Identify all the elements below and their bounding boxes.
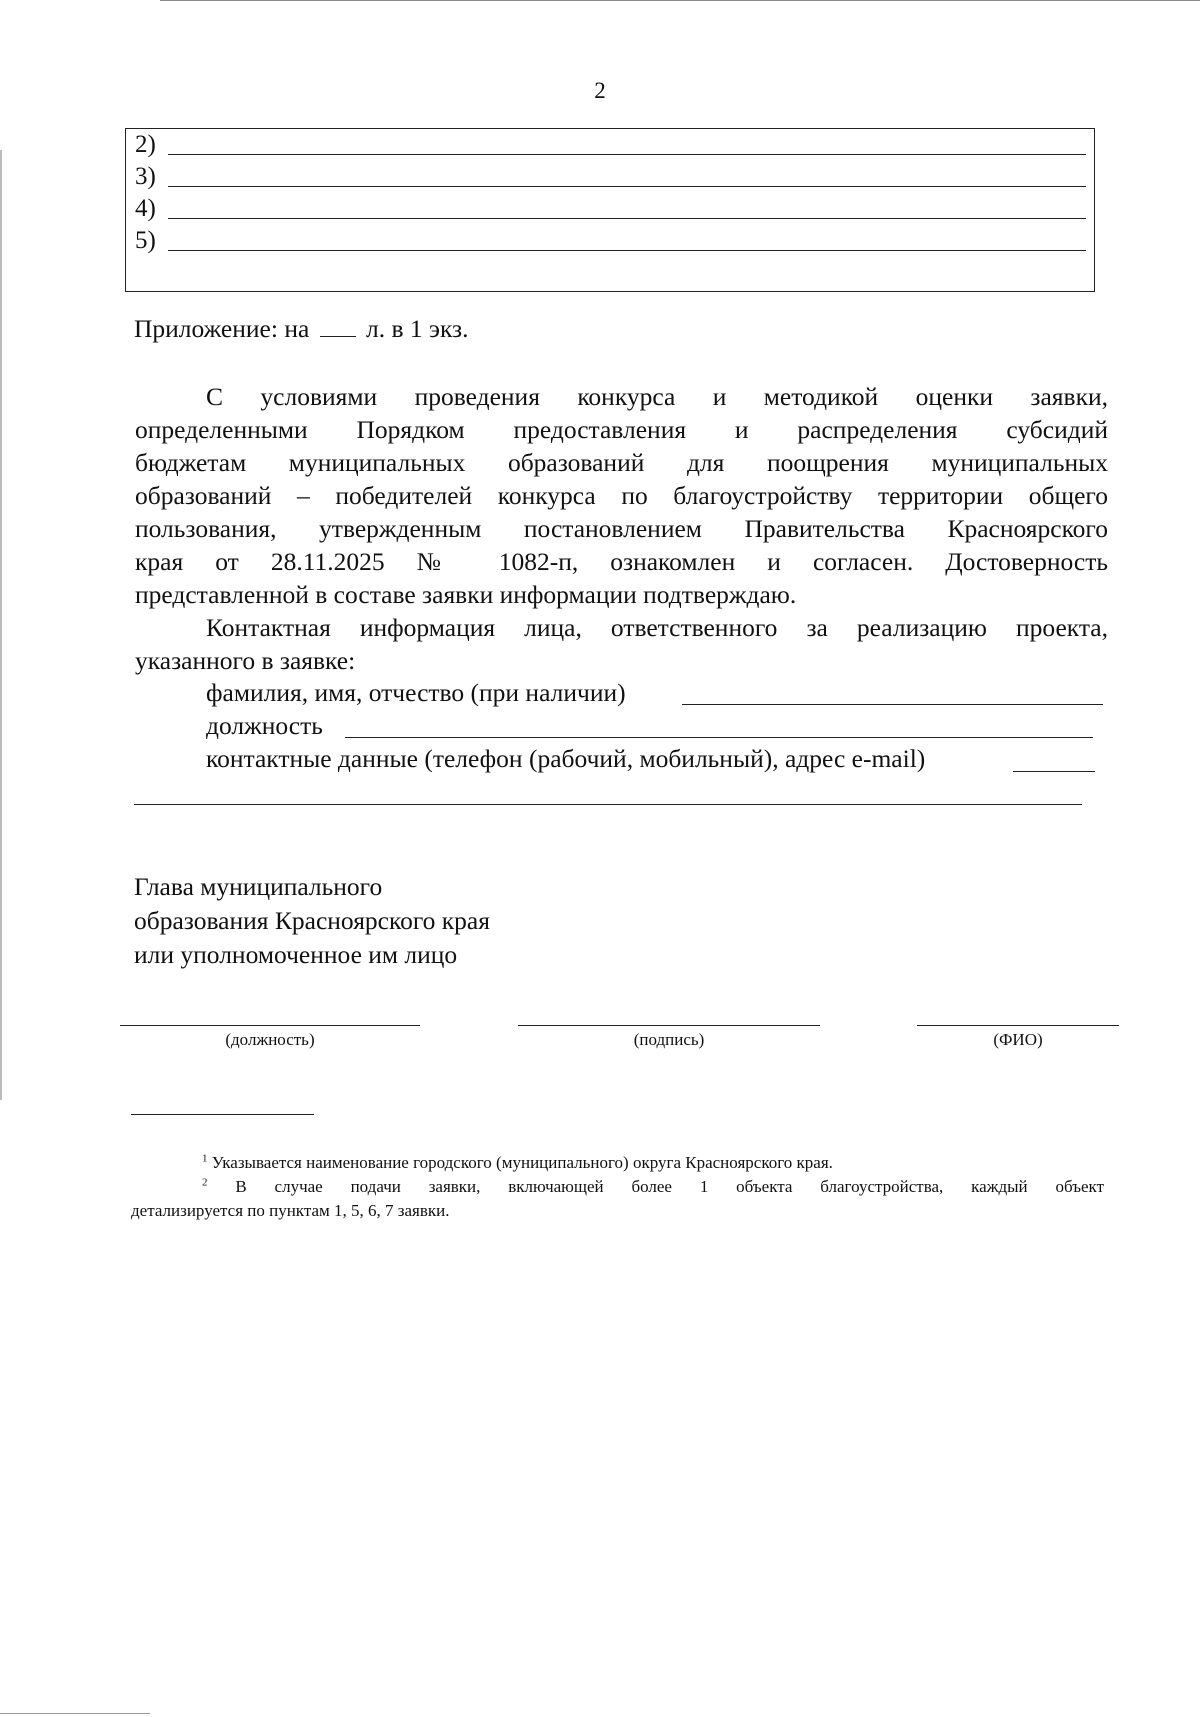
attachment-prefix: Приложение: на xyxy=(134,314,310,343)
signature-name-line xyxy=(917,1025,1119,1026)
contact-position-label: должность xyxy=(206,711,323,740)
agreement-line-4: образований – победителей конкурса по благоустройству территории общего xyxy=(135,481,1108,510)
contact-fio-label: фамилия, имя, отчество (при наличии) xyxy=(206,678,626,707)
footnote-2-text: В случае подачи заявки, включающей более 1 объекта благоустройства, каждый объект xyxy=(235,1177,1105,1196)
footnote-separator xyxy=(131,1114,314,1115)
list-item-fill-line xyxy=(168,154,1086,155)
scan-top-edge xyxy=(160,0,1200,1)
footnote-1-mark: 1 xyxy=(202,1152,208,1165)
signatory-line-1: Глава муниципального xyxy=(134,872,383,901)
agreement-line-3: бюджетам муниципальных образований для поощрения муниципальных xyxy=(135,448,1108,477)
agreement-line-1: С условиями проведения конкурса и методикой оценки заявки, xyxy=(206,382,1108,411)
contact-details-fill-line-2 xyxy=(134,804,1082,805)
contact-intro-line-2: указанного в заявке: xyxy=(135,646,356,675)
agreement-line-6: края от 28.11.2025 № 1082-п, ознакомлен и согласен. Достоверность xyxy=(135,547,1108,576)
list-item-fill-line xyxy=(168,186,1086,187)
signature-position-line xyxy=(120,1025,420,1026)
contact-intro-line-1: Контактная информация лица, ответственного за реализацию проекта, xyxy=(206,613,1108,642)
footnote-2-mark: 2 xyxy=(202,1176,208,1189)
scan-bottom-edge xyxy=(0,1713,150,1714)
footnote-2-line-1 xyxy=(202,1176,1104,1198)
contact-details-fill-line xyxy=(1013,771,1095,772)
signature-sign-line xyxy=(518,1025,820,1026)
attachment-blank xyxy=(320,316,356,337)
footnote-1-text: Указывается наименование городского (муниципального) округа Красноярского края. xyxy=(211,1153,833,1172)
list-item-label: 3) xyxy=(135,163,156,190)
signatory-line-2: образования Красноярского края xyxy=(134,906,490,935)
footnote-1 xyxy=(202,1152,833,1174)
signature-sign-caption: (подпись) xyxy=(633,1030,705,1049)
contact-position-fill-line xyxy=(345,737,1093,738)
list-item-label: 5) xyxy=(135,227,156,254)
list-item-label: 4) xyxy=(135,195,156,222)
list-item-fill-line xyxy=(168,250,1086,251)
page-number: 2 xyxy=(594,78,606,103)
agreement-line-7: представленной в составе заявки информации подтверждаю. xyxy=(135,580,797,609)
signature-position-caption: (должность) xyxy=(225,1030,315,1049)
scan-left-edge xyxy=(0,150,2,1100)
list-item-label: 2) xyxy=(135,131,156,158)
agreement-line-2: определенными Порядком предоставления и распределения субсидий xyxy=(135,415,1108,444)
attachment-suffix: л. в 1 экз. xyxy=(366,314,469,343)
attachment-line xyxy=(134,313,469,345)
signature-name-caption: (ФИО) xyxy=(993,1030,1043,1049)
agreement-line-5: пользования, утвержденным постановлением Правительства Красноярского xyxy=(135,514,1108,543)
footnote-2-line-2: детализируется по пунктам 1, 5, 6, 7 заявки. xyxy=(131,1201,450,1220)
list-item-fill-line xyxy=(168,218,1086,219)
contact-fio-fill-line xyxy=(682,704,1103,705)
list-box xyxy=(125,128,1095,292)
contact-details-label: контактные данные (телефон (рабочий, мобильный), адрес e-mail) xyxy=(206,744,926,773)
signatory-line-3: или уполномоченное им лицо xyxy=(134,940,458,969)
